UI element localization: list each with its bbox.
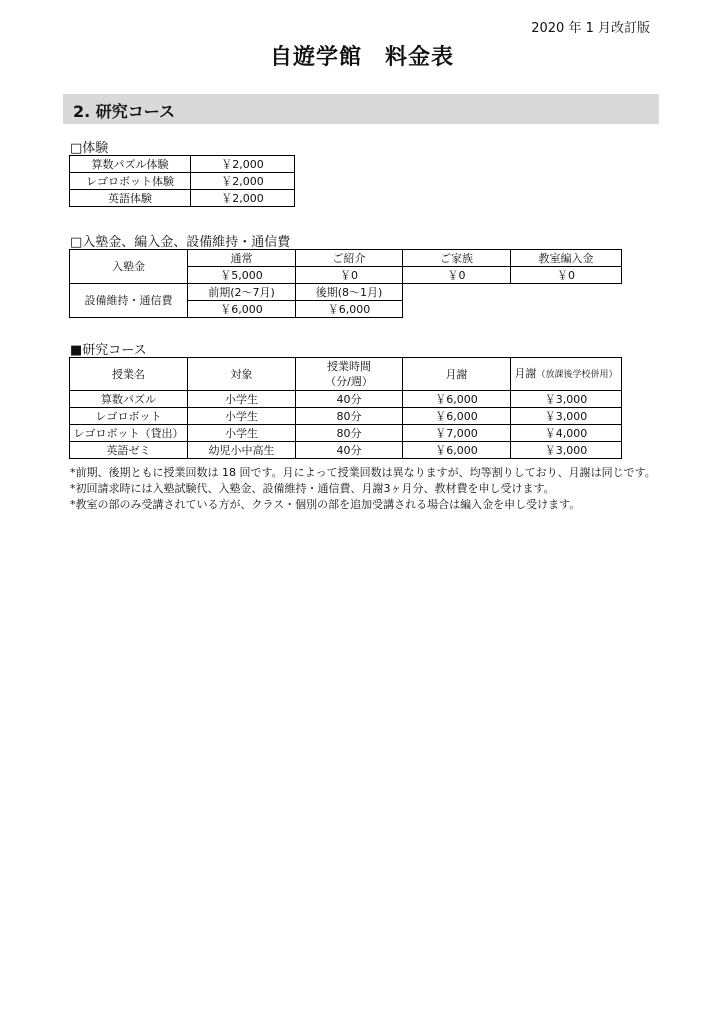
monthly-alt-main: 月謝 [514, 366, 537, 380]
course-target: 幼児小中高生 [188, 442, 296, 459]
course-monthly: ￥6,000 [403, 408, 511, 425]
trial-price: ￥2,000 [191, 190, 295, 207]
trial-name: 算数パズル体験 [70, 156, 191, 173]
course-monthly-alt: ￥3,000 [511, 391, 622, 408]
table-row [70, 190, 295, 207]
section-header [63, 94, 659, 124]
note-item: *前期、後期ともに授業回数は 18 回です。月によって授業回数は異なりますが、均等割りしており、月謝は同じです。 [70, 466, 656, 479]
fee-value: ￥0 [296, 267, 403, 284]
course-time: 40分 [296, 391, 403, 408]
table-row [70, 284, 622, 301]
monthly-alt-note: （放課後学校併用） [536, 369, 618, 380]
course-name: 英語ゼミ [70, 442, 188, 459]
course-monthly-alt: ￥4,000 [511, 425, 622, 442]
fee-header: 前期(2〜7月) [188, 284, 296, 301]
col-header-monthly-alt [511, 358, 622, 391]
course-name: レゴロボット（貸出） [70, 425, 188, 442]
table-row [70, 173, 295, 190]
course-time: 40分 [296, 442, 403, 459]
course-time: 80分 [296, 425, 403, 442]
fee-value: ￥6,000 [188, 301, 296, 318]
course-monthly: ￥6,000 [403, 391, 511, 408]
table-row [70, 391, 622, 408]
fee-value: ￥0 [403, 267, 511, 284]
trial-price: ￥2,000 [191, 173, 295, 190]
col-header-name: 授業名 [70, 358, 188, 391]
course-target: 小学生 [188, 391, 296, 408]
course-target: 小学生 [188, 425, 296, 442]
fees-heading: □入塾金、編入金、設備維持・通信費 [70, 235, 291, 250]
edition-label: 2020 年 1 月改訂版 [531, 21, 650, 36]
table-row [70, 250, 622, 267]
course-name: 算数パズル [70, 391, 188, 408]
col-header-monthly: 月謝 [403, 358, 511, 391]
section-title: 2. 研究コース [73, 102, 175, 121]
fee-header: 後期(8〜1月) [296, 284, 403, 301]
entrance-label: 入塾金 [70, 250, 188, 284]
trial-heading: □体験 [70, 141, 109, 156]
course-monthly-alt: ￥3,000 [511, 442, 622, 459]
fee-header: ご家族 [403, 250, 511, 267]
fee-header: 教室編入金 [511, 250, 622, 267]
table-header-row [70, 358, 622, 391]
course-time: 80分 [296, 408, 403, 425]
trial-price: ￥2,000 [191, 156, 295, 173]
fee-header: 通常 [188, 250, 296, 267]
table-row [70, 156, 295, 173]
col-header-time [296, 358, 403, 391]
course-name: レゴロボット [70, 408, 188, 425]
empty-cell [403, 284, 622, 318]
table-row [70, 408, 622, 425]
fee-value: ￥6,000 [296, 301, 403, 318]
trial-name: 英語体験 [70, 190, 191, 207]
fee-value: ￥5,000 [188, 267, 296, 284]
note-item: *教室の部のみ受講されている方が、クラス・個別の部を追加受講される場合は編入金を申し受けます。 [70, 498, 581, 511]
fee-value: ￥0 [511, 267, 622, 284]
page-title: 自遊学館 料金表 [269, 45, 454, 70]
time-header-line1: 授業時間 [327, 360, 371, 373]
time-header-line2: （分/週） [325, 375, 373, 388]
course-target: 小学生 [188, 408, 296, 425]
course-monthly: ￥7,000 [403, 425, 511, 442]
course-table [69, 357, 622, 459]
trial-name: レゴロボット体験 [70, 173, 191, 190]
trial-table [69, 155, 295, 207]
facility-label: 設備維持・通信費 [70, 284, 188, 318]
note-item: *初回請求時には入塾試験代、入塾金、設備維持・通信費、月謝3ヶ月分、教材費を申し受けます。 [70, 482, 555, 495]
table-row [70, 442, 622, 459]
fees-table [69, 249, 622, 318]
col-header-target: 対象 [188, 358, 296, 391]
notes [70, 465, 656, 513]
table-row [70, 425, 622, 442]
course-monthly: ￥6,000 [403, 442, 511, 459]
course-monthly-alt: ￥3,000 [511, 408, 622, 425]
course-heading: ■研究コース [70, 343, 147, 358]
fee-header: ご紹介 [296, 250, 403, 267]
